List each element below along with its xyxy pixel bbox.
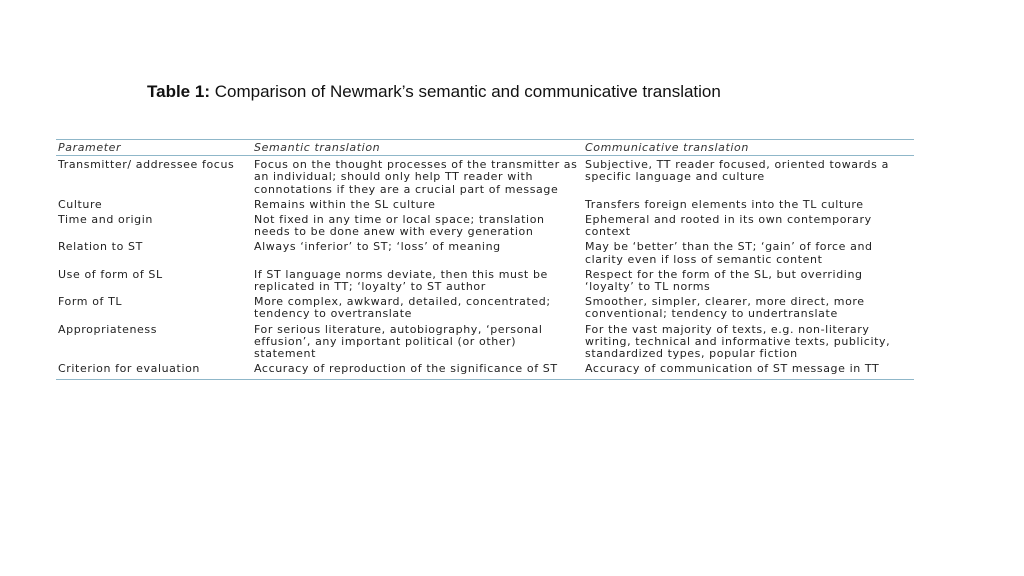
parameter-cell: Transmitter/ addressee focus: [58, 158, 235, 172]
table-caption: [147, 82, 721, 102]
caption-label: Table 1:: [147, 82, 210, 101]
header-parameter: Parameter: [58, 141, 122, 154]
table-row: [56, 214, 914, 241]
communicative-cell: May be ‘better’ than the ST; ‘gain’ of force and clarity even if loss of semantic content: [585, 240, 873, 266]
comparison-table: [56, 139, 914, 380]
semantic-cell: Remains within the SL culture: [254, 197, 436, 211]
communicative-cell: Respect for the form of the SL, but overriding ‘loyalty’ to TL norms: [585, 267, 863, 294]
semantic-cell: If ST language norms deviate, then this must be replicated in TT; ‘loyalty’ to ST author: [254, 267, 548, 294]
communicative-cell: Subjective, TT reader focused, oriented towards a specific language and culture: [585, 158, 889, 184]
parameter-cell: Criterion for evaluation: [58, 362, 200, 376]
caption-text: Comparison of Newmark’s semantic and communicative translation: [214, 82, 721, 101]
parameter-cell: Culture: [58, 197, 103, 211]
semantic-cell: For serious literature, autobiography, ‘personal effusion’, any important political (or other) statement: [254, 322, 543, 361]
table-row: [56, 241, 914, 268]
communicative-cell: For the vast majority of texts, e.g. non-literary writing, technical and informative texts, publicity, standardized types, popular fiction: [585, 322, 891, 361]
semantic-cell: More complex, awkward, detailed, concentrated; tendency to overtranslate: [254, 295, 551, 321]
table-row: [56, 296, 914, 323]
parameter-cell: Form of TL: [58, 295, 123, 309]
header-semantic-translation: Semantic translation: [254, 141, 381, 154]
semantic-cell: Not fixed in any time or local space; translation needs to be done anew with every generation: [254, 213, 545, 239]
communicative-cell: Smoother, simpler, clearer, more direct, more conventional; tendency to undertranslate: [585, 295, 865, 321]
header-communicative-translation: Communicative translation: [585, 141, 749, 154]
communicative-cell: Accuracy of communication of ST message in TT: [585, 362, 880, 376]
table-row: [56, 363, 914, 380]
parameter-cell: Time and origin: [58, 213, 153, 227]
table-row: [56, 324, 914, 364]
communicative-cell: Ephemeral and rooted in its own contemporary context: [585, 213, 872, 239]
table-row: [56, 156, 914, 199]
semantic-cell: Always ‘inferior’ to ST; ‘loss’ of meaning: [254, 240, 501, 254]
parameter-cell: Relation to ST: [58, 240, 143, 254]
parameter-cell: Use of form of SL: [58, 267, 163, 281]
table-row: [56, 269, 914, 296]
communicative-cell: Transfers foreign elements into the TL culture: [585, 197, 864, 211]
table-header-row: [56, 140, 914, 156]
semantic-cell: Accuracy of reproduction of the significance of ST: [254, 362, 558, 376]
semantic-cell: Focus on the thought processes of the transmitter as an individual; should only help TT reader with connotations if they are a crucial part of message: [254, 158, 578, 196]
table-row: [56, 199, 914, 214]
parameter-cell: Appropriateness: [58, 322, 158, 336]
